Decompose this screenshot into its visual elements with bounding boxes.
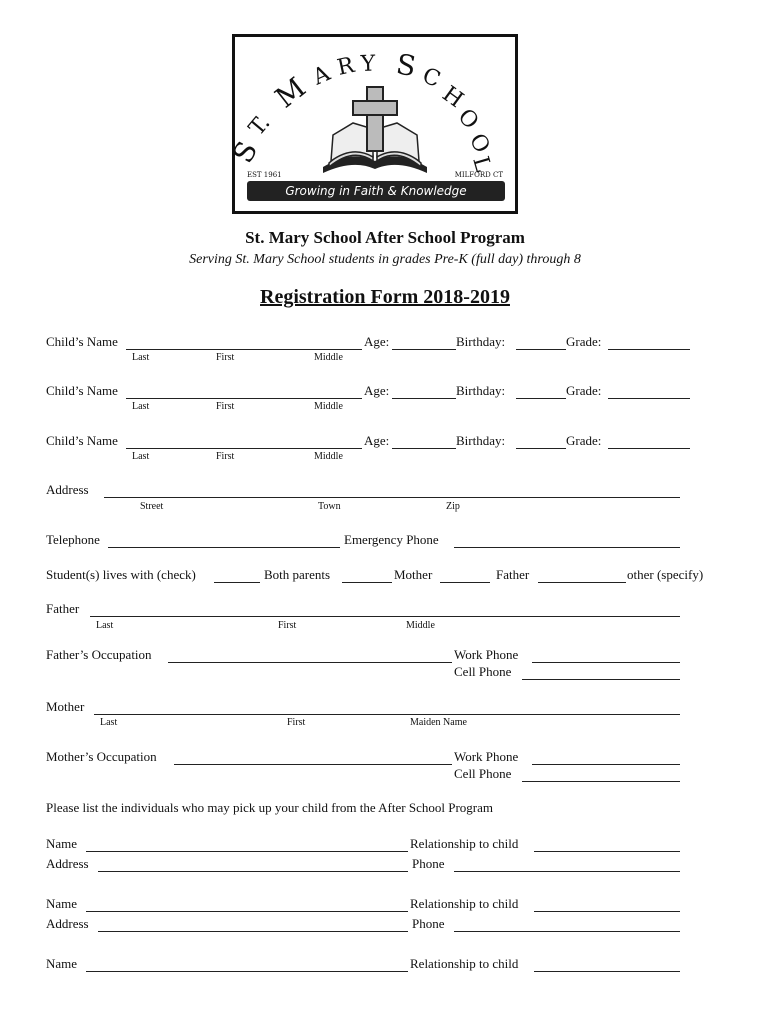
pickup-name-field[interactable]: [86, 971, 408, 972]
middle-sublabel: Middle: [314, 352, 343, 363]
telephone-field[interactable]: [108, 547, 340, 548]
pickup-name-field[interactable]: [86, 911, 408, 912]
child-name-label: Child’s Name: [46, 334, 118, 349]
other-option-label: other (specify): [627, 567, 704, 582]
father-name-field[interactable]: [90, 616, 680, 617]
relationship-field[interactable]: [534, 911, 680, 912]
father-occupation-label: Father’s Occupation: [46, 647, 152, 662]
grade-field[interactable]: [608, 349, 690, 350]
relationship-label: Relationship to child: [410, 896, 519, 911]
svg-text:A: A: [309, 61, 334, 91]
last-sublabel: Last: [96, 620, 114, 631]
middle-sublabel: Middle: [406, 620, 435, 631]
street-sublabel: Street: [140, 501, 164, 512]
mother-occupation-field[interactable]: [174, 764, 452, 765]
school-logo: [226, 34, 518, 214]
birthday-field[interactable]: [516, 448, 566, 449]
child-name-label: Child’s Name: [46, 433, 118, 448]
pickup-phone-field[interactable]: [454, 931, 680, 932]
birthday-field[interactable]: [516, 398, 566, 399]
zip-sublabel: Zip: [446, 501, 460, 512]
age-field[interactable]: [392, 398, 456, 399]
svg-text:Y: Y: [360, 51, 376, 77]
grade-label: Grade:: [566, 334, 602, 349]
svg-text:T.: T.: [244, 110, 276, 141]
lives-with-label: Student(s) lives with (check): [46, 567, 196, 582]
father-cell-phone-label: Cell Phone: [454, 664, 512, 679]
relationship-field[interactable]: [534, 971, 680, 972]
age-field[interactable]: [392, 448, 456, 449]
emergency-phone-label: Emergency Phone: [344, 532, 439, 547]
mother-cell-phone-label: Cell Phone: [454, 766, 512, 781]
birthday-label: Birthday:: [456, 334, 506, 349]
emergency-phone-field[interactable]: [454, 547, 680, 548]
first-sublabel: First: [278, 620, 297, 631]
form-title: Registration Form 2018-2019: [260, 286, 510, 308]
grade-field[interactable]: [608, 398, 690, 399]
father-check[interactable]: [440, 582, 490, 583]
pickup-phone-field[interactable]: [454, 871, 680, 872]
last-sublabel: Last: [132, 451, 150, 462]
svg-text:O: O: [463, 129, 495, 158]
child-name-label: Child’s Name: [46, 383, 118, 398]
mother-name-field[interactable]: [94, 714, 680, 715]
logo-location: MILFORD CT: [454, 171, 503, 179]
svg-text:L: L: [467, 153, 496, 175]
mother-cell-phone-field[interactable]: [522, 781, 680, 782]
pickup-address-field[interactable]: [98, 871, 408, 872]
birthday-field[interactable]: [516, 349, 566, 350]
svg-text:R: R: [335, 52, 357, 81]
last-sublabel: Last: [132, 401, 150, 412]
logo-tagline: Growing in Faith & Knowledge: [247, 181, 505, 201]
middle-sublabel: Middle: [314, 451, 343, 462]
child-name-field[interactable]: [126, 349, 362, 350]
svg-text:S: S: [393, 47, 419, 84]
pickup-name-label: Name: [46, 896, 78, 911]
birthday-label: Birthday:: [456, 433, 506, 448]
maiden-name-sublabel: Maiden Name: [410, 717, 467, 728]
pickup-name-label: Name: [46, 836, 78, 851]
other-check[interactable]: [538, 582, 626, 583]
father-work-phone-field[interactable]: [532, 662, 680, 663]
first-sublabel: First: [216, 352, 235, 363]
grade-field[interactable]: [608, 448, 690, 449]
pickup-address-label: Address: [46, 916, 89, 931]
svg-text:C: C: [418, 63, 444, 93]
last-sublabel: Last: [132, 352, 150, 363]
svg-text:O: O: [452, 104, 484, 135]
mother-option-label: Mother: [394, 567, 433, 582]
mother-occupation-label: Mother’s Occupation: [46, 749, 157, 764]
age-label: Age:: [364, 383, 390, 398]
father-occupation-field[interactable]: [168, 662, 452, 663]
father-option-label: Father: [496, 567, 530, 582]
father-work-phone-label: Work Phone: [454, 647, 519, 662]
telephone-label: Telephone: [46, 532, 100, 547]
program-subtitle: Serving St. Mary School students in grades Pre-K (full day) through 8: [189, 252, 581, 267]
first-sublabel: First: [287, 717, 306, 728]
age-label: Age:: [364, 433, 390, 448]
father-cell-phone-field[interactable]: [522, 679, 680, 680]
father-label: Father: [46, 601, 80, 616]
pickup-phone-label: Phone: [412, 916, 445, 931]
relationship-label: Relationship to child: [410, 836, 519, 851]
birthday-label: Birthday:: [456, 383, 506, 398]
middle-sublabel: Middle: [314, 401, 343, 412]
child-name-field[interactable]: [126, 398, 362, 399]
last-sublabel: Last: [100, 717, 118, 728]
relationship-field[interactable]: [534, 851, 680, 852]
mother-check[interactable]: [342, 582, 392, 583]
age-field[interactable]: [392, 349, 456, 350]
pickup-phone-label: Phone: [412, 856, 445, 871]
program-title: St. Mary School After School Program: [245, 228, 525, 247]
pickup-instructions: Please list the individuals who may pick up your child from the After School Program: [46, 800, 493, 815]
first-sublabel: First: [216, 401, 235, 412]
age-label: Age:: [364, 334, 390, 349]
pickup-name-field[interactable]: [86, 851, 408, 852]
grade-label: Grade:: [566, 433, 602, 448]
first-sublabel: First: [216, 451, 235, 462]
grade-label: Grade:: [566, 383, 602, 398]
svg-text:S: S: [226, 135, 265, 169]
mother-label: Mother: [46, 699, 85, 714]
town-sublabel: Town: [318, 501, 341, 512]
relationship-label: Relationship to child: [410, 956, 519, 971]
svg-text:H: H: [437, 81, 468, 114]
pickup-address-field[interactable]: [98, 931, 408, 932]
address-field[interactable]: [104, 497, 680, 498]
pickup-address-label: Address: [46, 856, 89, 871]
pickup-name-label: Name: [46, 956, 78, 971]
mother-work-phone-field[interactable]: [532, 764, 680, 765]
svg-text:M: M: [268, 70, 312, 115]
both-parents-label: Both parents: [264, 567, 331, 582]
address-label: Address: [46, 482, 89, 497]
both-parents-check[interactable]: [214, 582, 260, 583]
logo-est: EST 1961: [247, 171, 282, 179]
mother-work-phone-label: Work Phone: [454, 749, 519, 764]
child-name-field[interactable]: [126, 448, 362, 449]
